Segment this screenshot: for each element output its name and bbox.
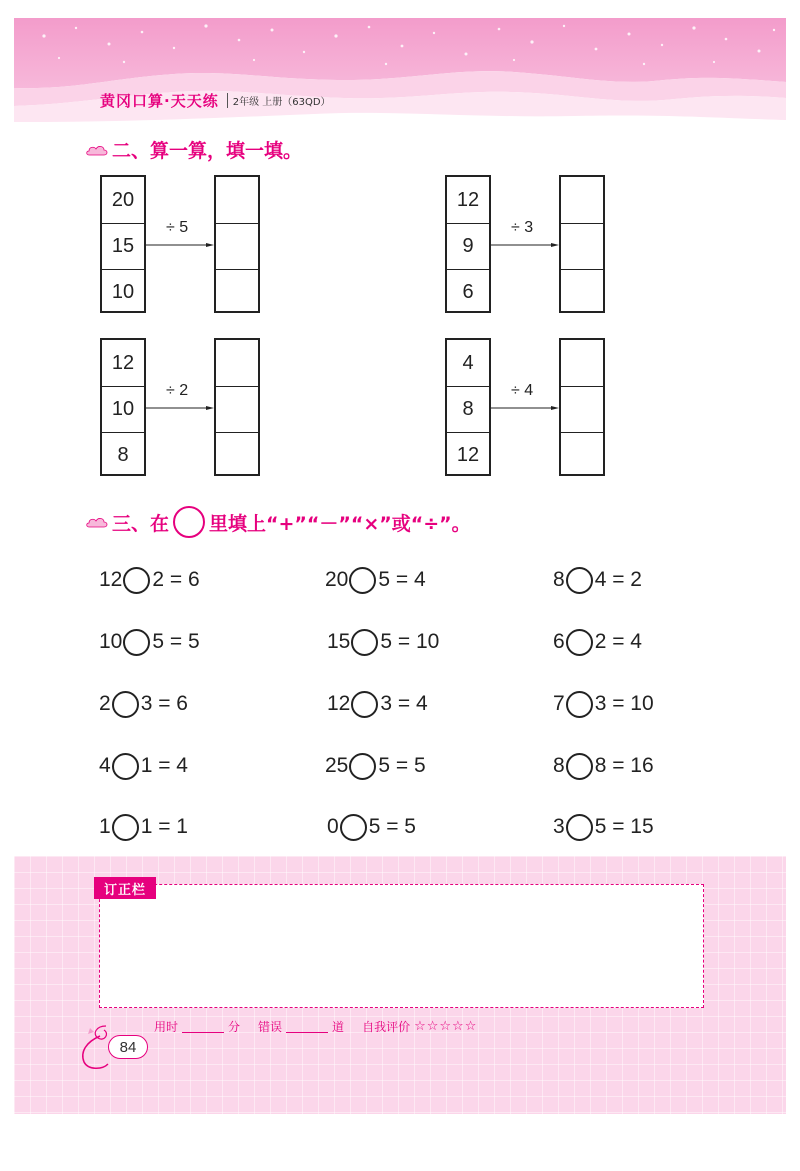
footer-stats [154,1018,477,1035]
equation-left-operand: 2 [99,692,111,715]
equation-left-operand: 7 [553,692,565,715]
section-3-heading [86,506,471,538]
circle-equation [553,564,642,596]
answer-box[interactable] [216,269,258,315]
arrow-right-icon [491,243,559,247]
input-number: 6 [447,269,489,315]
equation-left-operand: 4 [99,754,111,777]
header-cloud-banner [14,18,786,133]
input-number: 12 [111,351,135,374]
answer-box[interactable] [216,386,258,432]
arrow-right-icon [146,406,214,410]
input-column [100,175,146,313]
operator-circle[interactable] [566,567,593,594]
equation-right-side: 5 = 4 [378,568,426,591]
answer-box[interactable] [561,386,603,432]
answer-box[interactable] [561,340,603,386]
cloud-bullet-icon [86,516,108,528]
circle-equation [327,688,428,720]
equation-left-operand: 8 [553,568,565,591]
operator-circle[interactable] [112,814,139,841]
minutes-unit: 分 [228,1020,241,1034]
input-number: 15 [102,223,144,269]
input-number: 9 [447,223,489,269]
circle-equation [99,811,188,843]
equation-left-operand: 25 [325,754,349,777]
self-eval-label: 自我评价 [362,1020,411,1034]
questions-unit: 道 [332,1020,345,1034]
circle-equation [99,688,188,720]
equation-right-side: 5 = 5 [152,630,200,653]
operator-circle[interactable] [351,691,378,718]
equation-right-side: 2 = 4 [594,630,642,653]
circle-equation [327,811,416,843]
time-label: 用时 [154,1020,179,1034]
equation-right-side: 5 = 5 [378,754,426,777]
input-number: 20 [111,188,135,211]
operator-circle[interactable] [112,691,139,718]
circle-equation [99,750,188,782]
equation-right-side: 5 = 5 [368,815,416,838]
answer-box[interactable] [216,177,258,223]
equation-right-side: 4 = 2 [594,568,642,591]
equation-right-side: 3 = 10 [594,692,654,715]
input-column [445,175,491,313]
equation-left-operand: 3 [553,815,565,838]
operator-circle[interactable] [566,629,593,656]
operator-circle[interactable] [123,629,150,656]
equation-right-side: 2 = 6 [152,568,200,591]
errors-blank[interactable] [286,1021,328,1033]
operation-label: ÷ 4 [511,382,534,399]
equation-left-operand: 12 [99,568,123,591]
operator-circle[interactable] [340,814,367,841]
circle-equation [553,688,654,720]
operator-circle[interactable] [112,753,139,780]
answer-box[interactable] [216,223,258,269]
answer-column [559,175,605,313]
section-3-title-start: 三、在 [112,512,170,535]
circle-equation [325,750,426,782]
division-machine [445,338,625,476]
equation-right-side: 3 = 6 [140,692,188,715]
correction-label: 订正栏 [94,877,156,899]
operator-circle[interactable] [566,691,593,718]
equation-right-side: 1 = 1 [140,815,188,838]
answer-column [559,338,605,476]
equation-left-operand: 0 [327,815,339,838]
rating-stars-icon[interactable]: ☆☆☆☆☆ [414,1019,478,1034]
cloud-bullet-icon [86,144,108,156]
circle-equation [553,750,654,782]
equation-right-side: 8 = 16 [594,754,654,777]
equation-left-operand: 1 [99,815,111,838]
circle-equation [553,811,654,843]
arrow-right-icon [146,243,214,247]
operator-circle[interactable] [566,753,593,780]
division-machine [445,175,625,313]
time-blank[interactable] [182,1021,224,1033]
section-3-title-end: 里填上“+”“－”“×”或“÷”。 [209,512,471,535]
equation-right-side: 5 = 10 [380,630,440,653]
equation-right-side: 1 = 4 [140,754,188,777]
equation-left-operand: 6 [553,630,565,653]
equation-left-operand: 12 [327,692,351,715]
header-separator [227,93,228,108]
operator-circle[interactable] [123,567,150,594]
operation-label: ÷ 5 [166,219,189,236]
section-2-heading [86,136,302,163]
arrow-right-icon [491,406,559,410]
operator-circle[interactable] [349,567,376,594]
equation-left-operand: 10 [99,630,123,653]
circle-equation [325,564,426,596]
equation-left-operand: 20 [325,568,349,591]
operation-label: ÷ 2 [166,382,189,399]
input-number: 10 [102,269,144,315]
answer-box[interactable] [561,223,603,269]
input-number: 8 [447,386,489,432]
equation-left-operand: 15 [327,630,351,653]
operation-label: ÷ 3 [511,219,534,236]
worksheet-page [14,18,786,1114]
input-number: 10 [102,386,144,432]
input-number: 12 [456,188,480,211]
header-title [100,89,331,111]
series-name: 黄冈口算·天天练 [100,91,219,110]
input-number: 12 [447,432,489,478]
operator-circle[interactable] [349,753,376,780]
operator-circle[interactable] [351,629,378,656]
answer-box[interactable] [216,432,258,478]
answer-box[interactable] [561,432,603,478]
input-column [445,338,491,476]
answer-box[interactable] [561,177,603,223]
input-number: 8 [102,432,144,478]
circle-equation [553,626,642,658]
answer-column [214,175,260,313]
answer-column [214,338,260,476]
division-machine [100,338,280,476]
equation-right-side: 5 = 15 [594,815,654,838]
errors-label: 错误 [258,1020,283,1034]
input-column [100,338,146,476]
equation-left-operand: 8 [553,754,565,777]
circle-symbol-icon [173,506,205,538]
operator-circle[interactable] [566,814,593,841]
input-number: 4 [462,351,474,374]
correction-box[interactable] [99,884,704,1008]
page-number: 84 [108,1035,148,1059]
division-machine [100,175,280,313]
circle-equation [99,564,200,596]
circle-equation [99,626,200,658]
answer-box[interactable] [561,269,603,315]
grade-info: 2年级 上册（63QD） [232,96,331,108]
section-2-title: 二、算一算，填一填。 [112,140,303,162]
circle-equation [327,626,439,658]
equation-right-side: 3 = 4 [380,692,428,715]
answer-box[interactable] [216,340,258,386]
